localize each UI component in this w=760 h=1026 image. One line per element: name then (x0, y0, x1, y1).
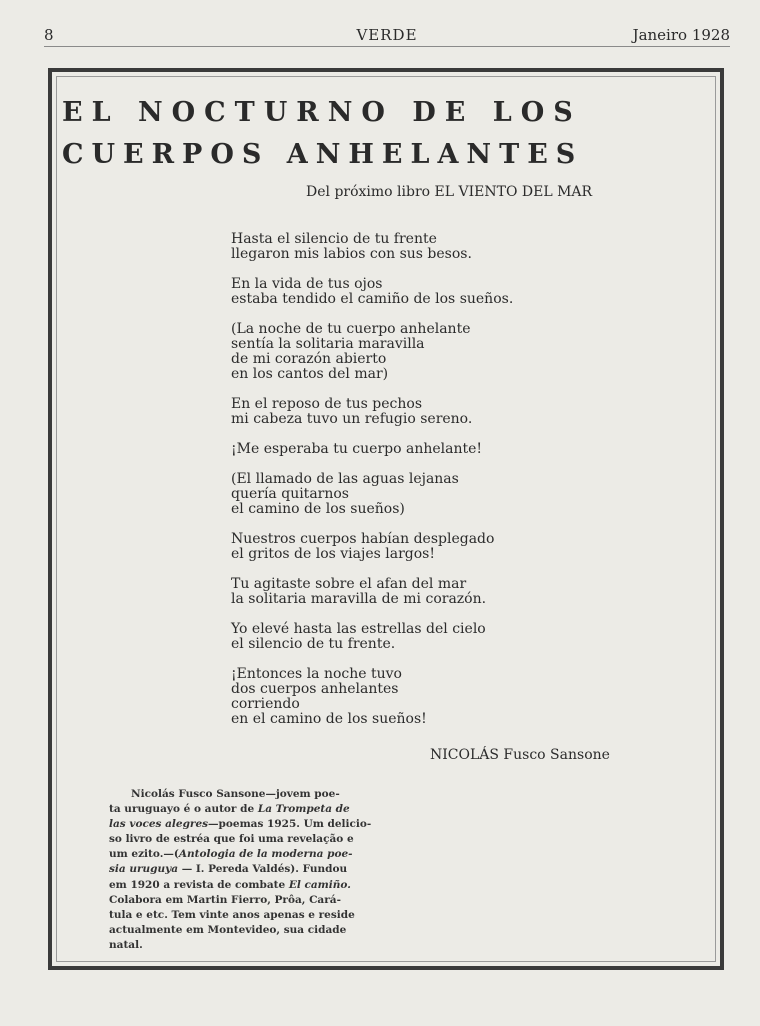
poem-line: (La noche de tu cuerpo anhelante (231, 321, 471, 337)
poem-line: Hasta el silencio de tu frente (231, 231, 437, 247)
poem-line: Tu agitaste sobre el afan del mar (231, 576, 467, 592)
poem-line: En el reposo de tus pechos (231, 396, 423, 412)
poem-line: quería quitarnos (231, 486, 349, 502)
bio-line: las voces alegres—poemas 1925. Um delicio- (109, 818, 372, 831)
poem-line: Nuestros cuerpos habían desplegado (231, 531, 495, 547)
bio-line: sia uruguya — I. Pereda Valdés). Fundou (109, 863, 348, 876)
poem-line: estaba tendido el camiño de los sueños. (231, 291, 514, 307)
poem-stanza (231, 472, 611, 517)
poem-stanza (231, 322, 611, 382)
poem-line: en el camino de los sueños! (231, 711, 427, 727)
poem-line: el camino de los sueños) (231, 501, 405, 517)
magazine-title: VERDE (356, 26, 418, 44)
poem-author: NICOLÁS Fusco Sansone (430, 747, 610, 763)
poem-title-line-1: EL NOCTURNO DE LOS (62, 97, 582, 128)
poem-line: de mi corazón abierto (231, 351, 387, 367)
poem-line: corriendo (231, 696, 300, 712)
poem-body (231, 232, 611, 742)
poem-stanza (231, 577, 611, 607)
bio-line: em 1920 a revista de combate El camiño. (109, 878, 351, 891)
poem-line: dos cuerpos anhelantes (231, 681, 399, 697)
bio-line: actualmente em Montevideo, sua cidade (109, 923, 347, 936)
poem-line: (El llamado de las aguas lejanas (231, 471, 459, 487)
bio-line: um ezito.—(Antologia de la moderna poe- (109, 848, 353, 861)
poem-line: ¡Me esperaba tu cuerpo anhelante! (231, 441, 483, 457)
poem-stanza (231, 277, 611, 307)
poem-line: mi cabeza tuvo un refugio sereno. (231, 411, 473, 427)
bio-line: tula e etc. Tem vinte anos apenas e reside (109, 908, 355, 921)
bio-line: ta uruguayo é o autor de La Trompeta de (109, 803, 350, 816)
poem-subtitle: Del próximo libro EL VIENTO DEL MAR (306, 184, 593, 200)
poem-line: Yo elevé hasta las estrellas del cielo (231, 621, 486, 637)
bio-line: Colabora em Martin Fierro, Prôa, Cará- (109, 893, 341, 906)
issue-date: Janeiro 1928 (632, 26, 730, 44)
bio-line: natal. (109, 938, 143, 951)
poem-stanza (231, 532, 611, 562)
poem-stanza (231, 622, 611, 652)
poem-stanza (231, 442, 611, 457)
poem-line: En la vida de tus ojos (231, 276, 383, 292)
author-bio (109, 787, 372, 953)
poem-line: sentía la solitaria maravilla (231, 336, 425, 352)
poem-stanza (231, 667, 611, 727)
poem-stanza (231, 232, 611, 262)
poem-stanza (231, 397, 611, 427)
bio-line: so livro de estréa que foi uma revelação e (109, 833, 354, 846)
page-number: 8 (44, 26, 54, 44)
bio-line: Nicolás Fusco Sansone—jovem poe- (131, 788, 340, 800)
poem-title-line-2: CUERPOS ANHELANTES (62, 139, 584, 170)
poem-line: el gritos de los viajes largos! (231, 546, 435, 562)
poem-line: el silencio de tu frente. (231, 636, 396, 652)
poem-line: ¡Entonces la noche tuvo (231, 666, 402, 682)
page-header (44, 22, 730, 47)
poem-line: en los cantos del mar) (231, 366, 389, 382)
poem-line: la solitaria maravilla de mi corazón. (231, 591, 487, 607)
poem-line: llegaron mis labios con sus besos. (231, 246, 472, 262)
